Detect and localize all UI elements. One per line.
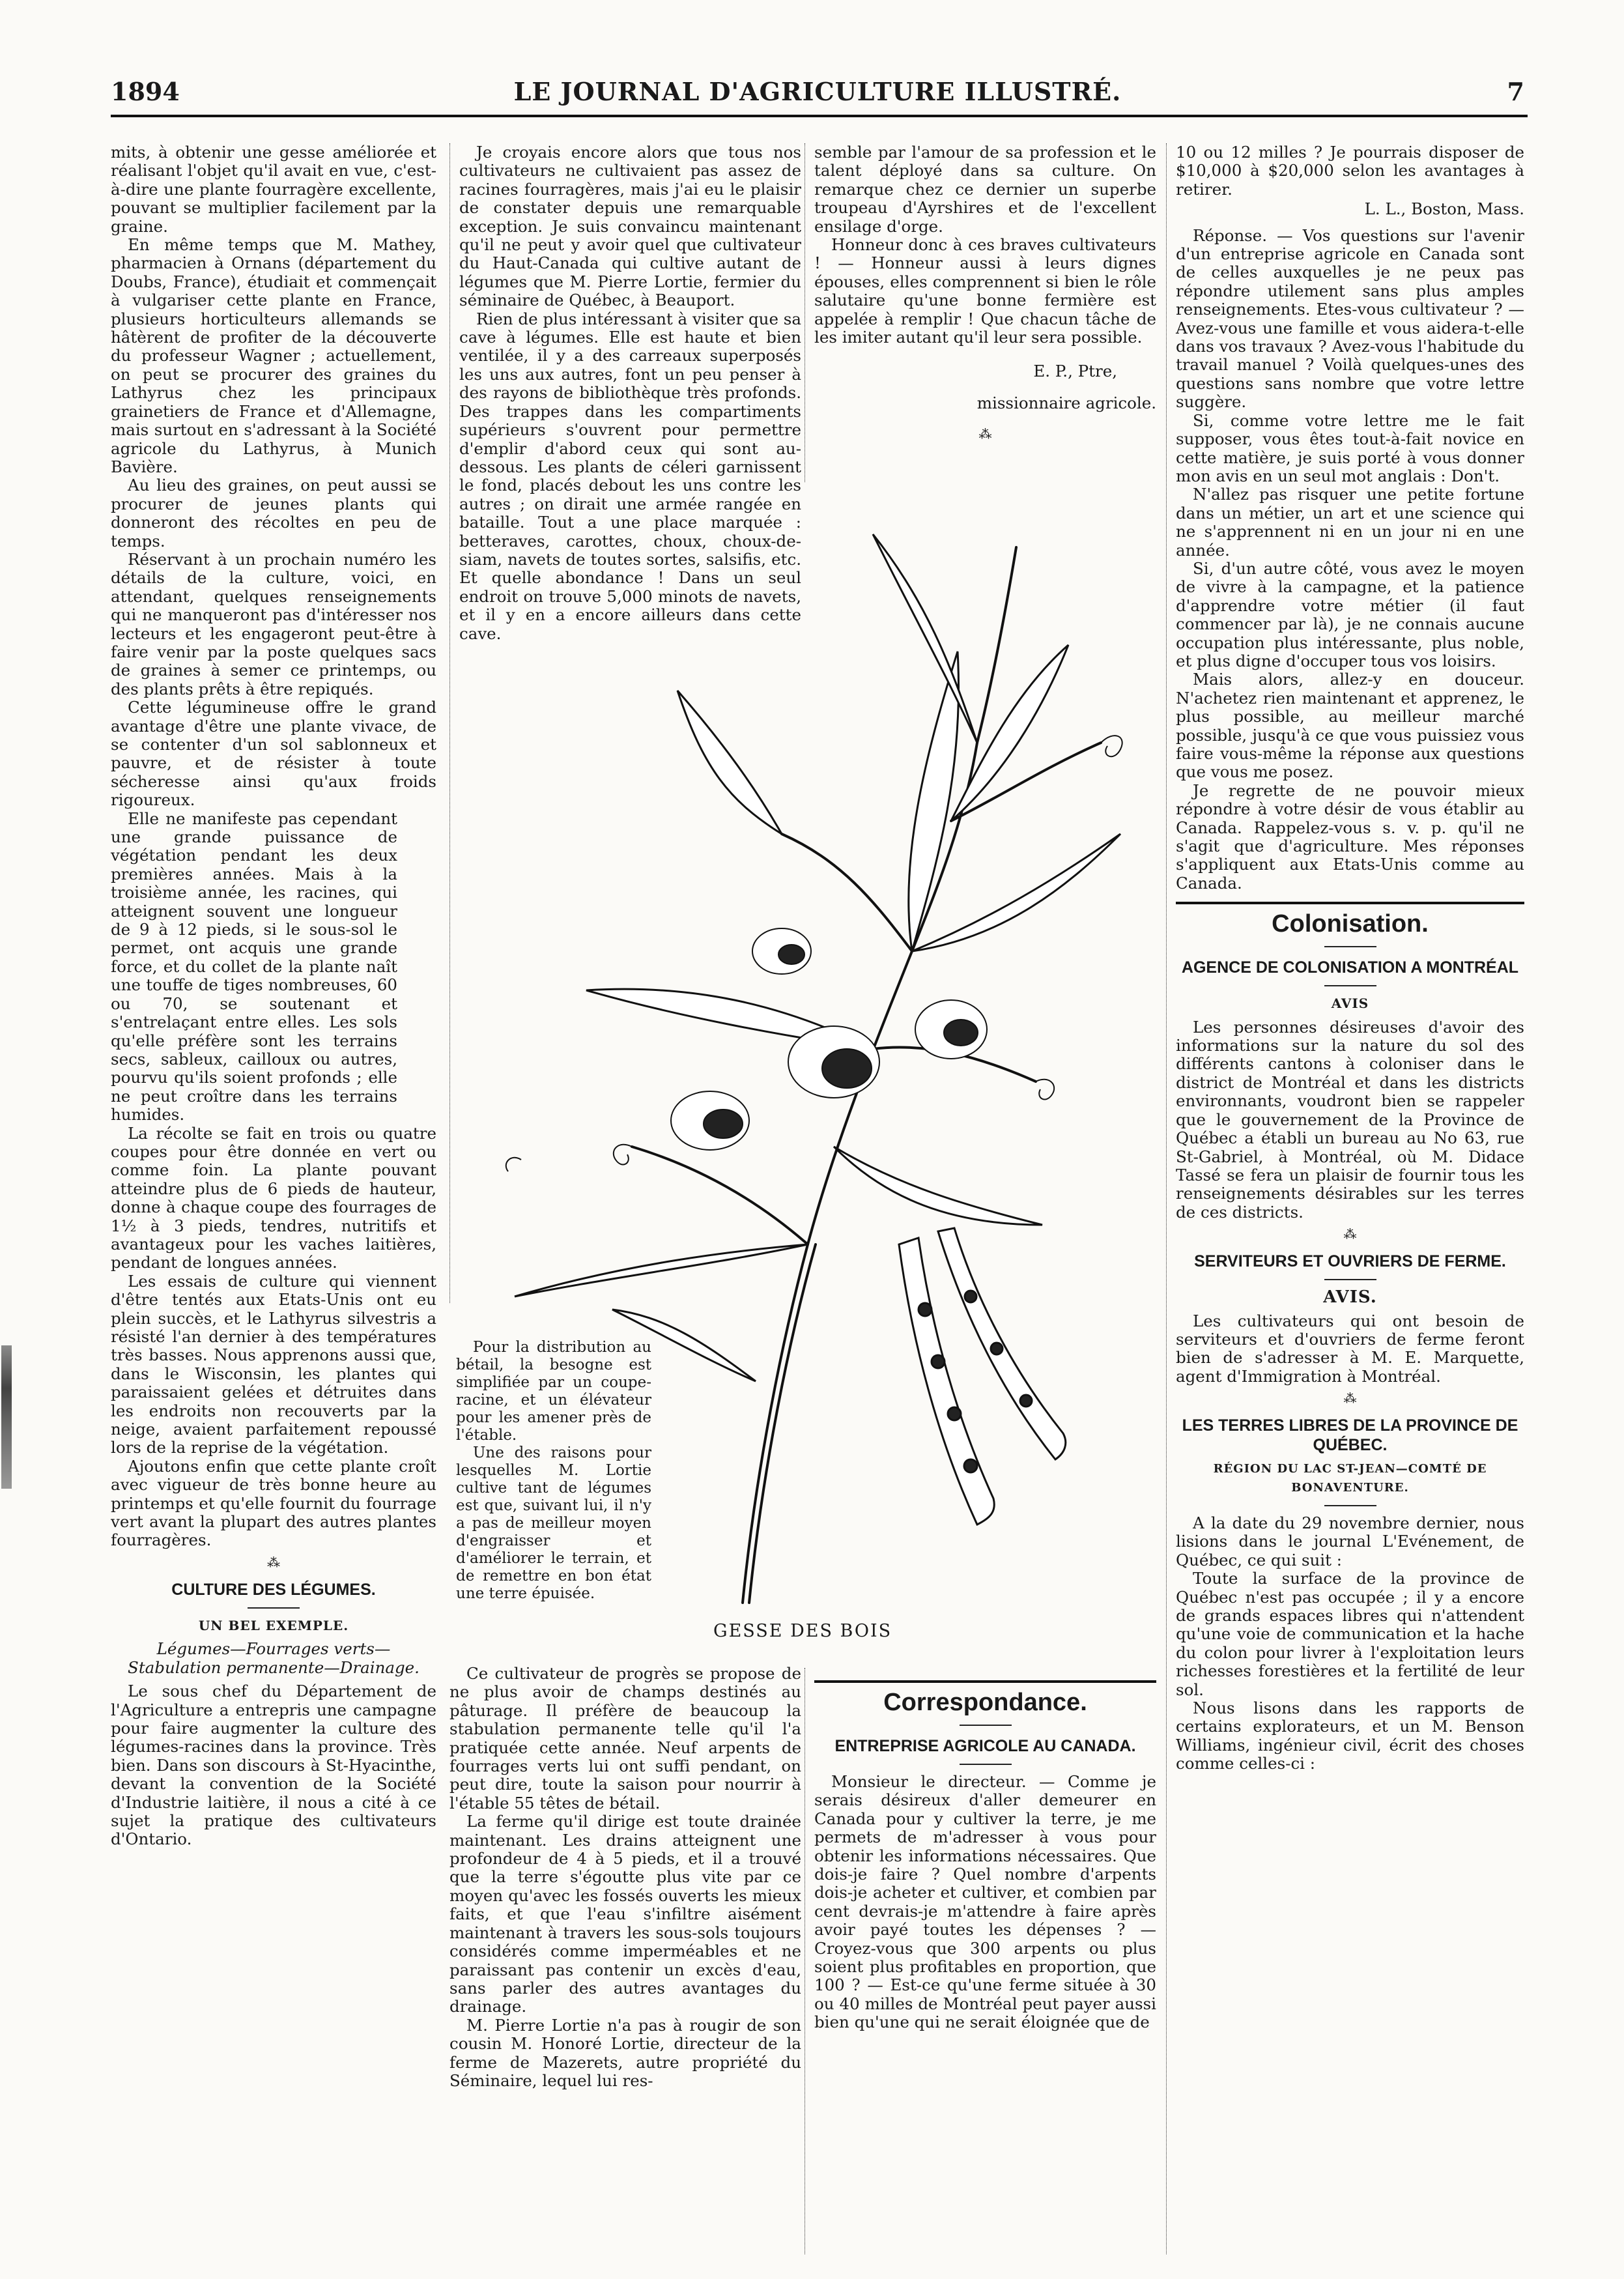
col3-paragraph: semble par l'amour de sa profession et le talent déployé dans sa culture. On remarque chez ce dernier un superbe troupeau d'Ayrshires et de l'excellent ensilage d'orge. [814, 143, 1156, 236]
section-rule [1324, 1505, 1376, 1506]
col4-paragraph: N'allez pas risquer une petite fortune dans un métier, un art et une science qui ne s'apprennent ni en un jour ni en une année. [1176, 485, 1524, 560]
col4-paragraph: Les personnes désireuses d'avoir des informations sur la nature du sol des différents cantons à coloniser dans le district de Montréal et dans les districts environnants, voudront bien se rappeler que le gouvernement de la Province de Québec a établi un bureau au No 63, rue St-Gabriel, à Montréal, où M. Didace Tassé se fera un plaisir de fournir tous les renseignements désirables sur les terres de ces districts. [1176, 1017, 1524, 1222]
col1-paragraph: En même temps que M. Mathey, pharmacien à Ornans (département du Doubs, France), étudiait et commençait à vulgariser cette plante en France, plusieurs horticulteurs allemands se hâtèrent de profiter de la découverte du professeur Wagner ; actuellement, on peut se procurer des graines du Lathyrus chez les principaux grainetiers de France et d'Allemagne, mais surtout en s'adressant à la Société agricole du Lathyrus, à Munich Bavière. [111, 235, 436, 476]
column-2-bottom [449, 1665, 801, 2090]
section-title-terres-libres: LES TERRES LIBRES DE LA PROVINCE DE QUÉBEC. [1182, 1416, 1518, 1455]
main-stem [743, 743, 977, 1603]
section-title-culture-legumes: CULTURE DES LÉGUMES. [171, 1580, 376, 1599]
col1-paragraph: Au lieu des graines, on peut aussi se procurer de jeunes plants qui donneront des récoltes en peu de temps. [111, 476, 436, 551]
page-number: 7 [1507, 77, 1524, 106]
col2-paragraph: Ce cultivateur de progrès se propose de ne plus avoir de champs destinés au pâturage. Il préfère de beaucoup la stabulation permanente telle qu'il l'a pratiquée cette année. Neuf arpents de fourrages verts lui ont suffi pendant, on peut dire, toute la saison pour nourrir à l'étable 55 têtes de bétail. [449, 1664, 801, 1813]
col2-paragraph: La ferme qu'il dirige est toute drainée maintenant. Les drains atteignent une profondeur de 4 à 5 pieds, et il a trouvé que la terre s'égoutte plus vite par ce moyen qu'avec les fossés ouverts les mieux faits, et que l'eau s'infiltre aisément maintenant à travers les sous-sols toujours considérés comme imperméables et ne paraissant pas contenir un excès d'eau, sans parler des autres avantages du drainage. [449, 1812, 801, 2016]
column-4 [1176, 143, 1524, 1773]
section-rule [1324, 1279, 1376, 1280]
col2-paragraph: M. Pierre Lortie n'a pas à rougir de son cousin M. Honoré Lortie, directeur de la ferme de Mazerets, autre propriété du Séminaire, lequel lui res- [449, 2015, 801, 2090]
header-year: 1894 [111, 77, 180, 106]
col2-paragraph: Pour la distribution au bétail, la besogne est simplifiée par un coupe-racine, et un élévateur pour les amener près de l'étable. [456, 1339, 651, 1444]
section-stars: ⁂ [978, 426, 992, 442]
col4-paragraph: Si, d'un autre côté, vous avez le moyen de vivre à la campagne, et la patience d'apprendre votre métier (il faut commencer par là), je ne connais aucune occupation plus intéressante, plus noble, et plus digne d'occuper tous vos loisirs. [1176, 558, 1524, 670]
header-rule [111, 115, 1528, 117]
col1-paragraph: Réservant à un prochain numéro les détails de la culture, voici, en attendant, quelques renseignements qui ne manqueront pas d'intéresser nos lecteurs et les engageront peut-être à faire venir par la poste quelques sacs de graines à semer ce printemps, ou des plants prêts à être repiqués. [111, 549, 436, 698]
col1-paragraph: La récolte se fait en trois ou quatre coupes pour être donnée en vert ou comme foin. La plante pouvant atteindre plus de 6 pieds de hauteur, donne à chaque coupe des fourrages de 1½ à 3 pieds, tendres, nutritifs et avantageux pour les vaches laitières, pendant de longues années. [111, 1123, 436, 1272]
section-rule [814, 1680, 1156, 1683]
section-stars: ⁂ [1343, 1390, 1357, 1407]
italic-subtitle: Légumes—Fourrages verts—Stabulation permanente—Drainage. [128, 1639, 420, 1677]
col4-paragraph: Réponse. — Vos questions sur l'avenir d'un entreprise agricole en Canada sont de celles auxquelles je ne peux pas répondre utilement sans plus amples renseignements. Etes-vous cultivateur ? — Avez-vous une famille et vous aidera-t-elle dans vos travaux ? Avez-vous l'habitude du travail manuel ? Voilà quelques-unes des questions sans nombre que votre lettre suggère. [1176, 225, 1524, 412]
col1-paragraph: Le sous chef du Département de l'Agriculture a entrepris une campagne pour faire augmenter la culture des légumes-racines dans la province. Très bien. Dans son discours à St-Hyacinthe, devant la convention de la Société d'Industrie laitière, il nous a cité à ce sujet la pratique des cultivateurs d'Ontario. [111, 1682, 436, 1849]
letter-paragraph: Monsieur le directeur. — Comme je serais désireux d'aller demeurer en Canada pour y cultiver la terre, je me permets de m'adresser à vous pour obtenir les informations nécessaires. Que dois-je faire ? Quel nombre d'arpents dois-je acheter et cultiver, et combien par cent devrais-je m'attendre à faire après avoir payé toutes les dépenses ? — Croyez-vous que 300 arpents ou plus soient plus profitables en proportion, que 100 ? — Est-ce qu'une ferme située à 30 ou 40 milles de Montréal peut payer aussi bien qu'une qui ne serait éloignée que de [814, 1772, 1156, 2032]
col1-paragraph: Les essais de culture qui viennent d'être tentés aux Etats-Unis ont eu plein succès, et le Lathyrus silvestris a résisté l'an dernier à des températures très basses. Nous apprenons aussi que, dans le Wisconsin, les plantes qui paraissaient gelées et détruites dans les endroits non recouverts par la neige, avaient parfaitement repoussé lors de la reprise de la végétation. [111, 1271, 436, 1457]
subheading-bel-exemple: UN BEL EXEMPLE. [198, 1617, 349, 1633]
avis-heading: AVIS. [1323, 1287, 1377, 1308]
section-rule [1324, 985, 1376, 986]
col4-paragraph: Mais alors, allez-y en douceur. N'achetez rien maintenant et apprenez, le plus possible, au meilleur marché possible, jusqu'à ce que vous puissiez vous faire vous-même la réponse aux questions que vous me posez. [1176, 670, 1524, 782]
section-rule [248, 1607, 300, 1609]
section-title-agence: AGENCE DE COLONISATION A MONTRÉAL [1181, 958, 1519, 977]
col2-paragraph: Je croyais encore alors que tous nos cultivateurs ne cultivaient pas assez de racines fourragères, mais j'ai eu le plaisir de constater depuis une remarquable exception. Je suis convaincu maintenant qu'il ne peut y avoir quel que cultivateur du Haut-Canada qui cultive autant de légumes que M. Pierre Lortie, fermier du séminaire de Québec, à Beauport. [459, 143, 801, 310]
col1-paragraph: Cette légumineuse offre le grand avantage d'être une plante vivace, de se contenter d'un sol sablonneux et pauvre, et de résister à toute sécheresse ainsi qu'aux froids rigoureux. [111, 698, 436, 810]
gesse-des-bois-illustration [417, 495, 1173, 1629]
column-3 [814, 143, 1156, 446]
col2-paragraph: Rien de plus intéressant à visiter que sa cave à légumes. Elle est haute et bien ventilée, il y a des carreaux superposés les uns aux autres, font un peu penser à des rayons de bibliothèque très profonds. Des trappes dans les compartiments supérieurs s'ouvrent pour permettre d'emplir d'abord ceux qui sont au-dessous. Les plants de céleri garnissent le fond, placés debout les uns contre les autres ; on dirait une armée rangée en bataille. Tout a une place marquée : betteraves, carottes, choux, choux-de-siam, navets de toutes sortes, salsifis, etc. Et quelle abondance ! Dans un seul endroit on trouve 5,000 minots de navets, et il y en a encore ailleurs dans cette cave. [459, 309, 801, 643]
tendrils [506, 736, 1122, 1171]
col1-paragraph: Elle ne manifeste pas cependant une grande puissance de végétation pendant les deux premières années. Mais à la troisième année, les racines, qui atteignent souvent une longueur de 9 à 12 pieds, si le sous-sol le permet, ont acquis une grande force, et du collet de la plante naît une touffe de tiges nombreuses, 60 ou 70, se soutenant et s'entrelaçant entre elles. Les sols qu'elle préfère sont les terrains secs, sableux, cailloux ou autres, pourvu qu'ils soient profonds ; elle ne peut croître dans les terrains humides. [111, 809, 397, 1125]
section-rule [960, 1725, 1012, 1726]
region-subheading: RÉGION DU LAC ST-JEAN—COMTÉ DE BONAVENTURE. [1213, 1462, 1487, 1495]
col4-paragraph: Si, comme votre lettre me le fait supposer, vous êtes tout-à-fait novice en cette matière, je suis porté à vous donner mon avis en un seul mot anglais : Don't. [1176, 410, 1524, 485]
col4-paragraph: 10 ou 12 milles ? Je pourrais disposer de $10,000 à $20,000 selon les avantages à retirer. [1176, 143, 1524, 199]
col4-paragraph: Toute la surface de la province de Québec n'est pas occupée ; il y a encore de grands espaces libres qui n'attendent qu'une voie de communication et la hache du colon pour livrer à l'exploitation leurs richesses forestières et la fertilité de leur sol. [1176, 1569, 1524, 1699]
col4-paragraph: Je regrette de ne pouvoir mieux répondre à votre désir de vous établir au Canada. Rappelez-vous s. v. p. qu'il ne s'agit que d'agriculture. Mes réponses s'appliquent aux Etats-Unis comme au Canada. [1176, 781, 1524, 893]
section-rule [1176, 902, 1524, 904]
letter-signature: L. L., Boston, Mass. [1364, 199, 1524, 219]
section-stars: ⁂ [267, 1554, 280, 1570]
col4-paragraph: Nous lisons dans les rapports de certains explorateurs, et un M. Benson Williams, ingénieur civil, écrit des choses comme celles-ci : [1176, 1698, 1524, 1773]
illustration-caption: GESSE DES BOIS [713, 1621, 892, 1641]
leaves [515, 534, 1120, 1381]
col2-paragraph: Une des raisons pour lesquelles M. Lortie cultive tant de légumes est que, suivant lui, il n'y a pas de meilleur moyen d'engraisser et d'améliorer le terrain, et de remettre en bon état une terre épuisée. [456, 1444, 651, 1602]
col3-paragraph: Honneur donc à ces braves cultivateurs ! — Honneur aussi à leurs dignes épouses, elles comprennent si bien le rôle salutaire qu'une bonne fermière est appelée à remplir ! Que chacun tâche de les imiter autant qu'il leur sera possible. [814, 235, 1156, 347]
col4-paragraph: Les cultivateurs qui ont besoin de serviteurs et d'ouvriers de ferme feront bien de s'adresser à M. E. Marquette, agent d'Immigration à Montréal. [1176, 1311, 1524, 1386]
page-header [111, 77, 1524, 116]
col1-paragraph: Ajoutons enfin que cette plante croît avec vigueur de très bonne heure au printemps et qu'elle fournit du fourrage vert avant la plupart des autres plantes fourragères. [111, 1456, 436, 1550]
column-1 [111, 143, 436, 1849]
col4-paragraph: A la date du 29 novembre dernier, nous lisions dans le journal L'Evénement, de Québec, ce qui suit : [1176, 1513, 1524, 1570]
colonisation-title: Colonisation. [1272, 910, 1429, 938]
section-title-entreprise: ENTREPRISE AGRICOLE AU CANADA. [834, 1737, 1136, 1755]
avis-heading: AVIS [1331, 996, 1369, 1012]
section-rule [960, 1764, 1012, 1765]
flowers [671, 928, 987, 1150]
section-title-serviteurs: SERVITEURS ET OUVRIERS DE FERME. [1194, 1252, 1506, 1271]
scan-edge-mark [1, 1345, 12, 1489]
journal-title: LE JOURNAL D'AGRICULTURE ILLUSTRÉ. [513, 77, 1122, 106]
signature-line-1: E. P., Ptre, [1033, 362, 1117, 381]
signature-line-2: missionnaire agricole. [976, 393, 1156, 412]
section-rule [1324, 946, 1376, 947]
seed-pods [899, 1228, 1066, 1525]
col1-paragraph: mits, à obtenir une gesse améliorée et réalisant l'objet qu'il avait en vue, c'est-à-dire une plante fourragère excellente, pouvant se multiplier facilement par la graine. [111, 143, 436, 236]
section-stars: ⁂ [1343, 1226, 1357, 1242]
correspondance-block [814, 1671, 1156, 2032]
correspondance-title: Correspondance. [883, 1689, 1087, 1716]
